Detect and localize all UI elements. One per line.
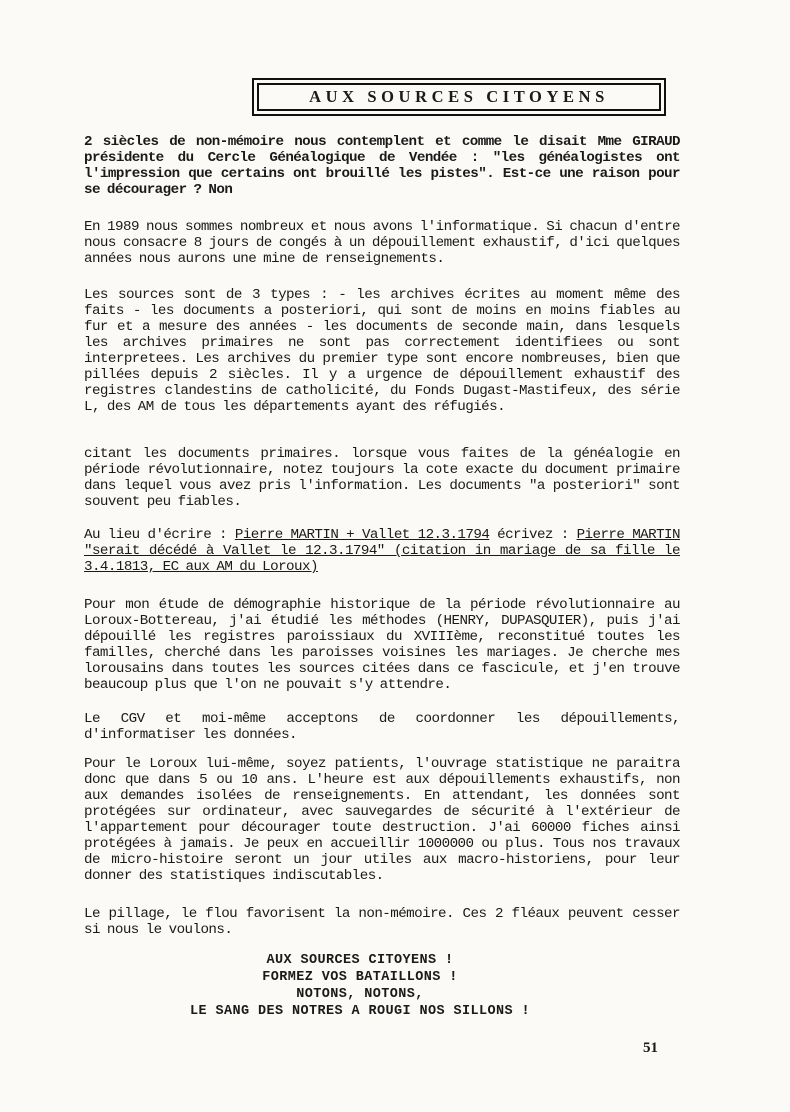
slogan-line: AUX SOURCES CITOYENS !	[266, 953, 454, 968]
slogan-line: LE SANG DES NOTRES A ROUGI NOS SILLONS !	[189, 1004, 531, 1019]
paragraph-intro: 2 siècles de non-mémoire nous contemplent et comme le disait Mme GIRAUD présidente du Cercle Généalogique de Vendée : "les généalogistes ont l'impression que certains ont brouillé les pistes". Est-ce une raison pour se décourager ? Non	[84, 134, 680, 198]
paragraph-pillage: Le pillage, le flou favorisent la non-mémoire. Ces 2 fléaux peuvent cesser si nous le voulons.	[84, 906, 680, 938]
example-wrong: Pierre MARTIN + Vallet 12.3.1794	[234, 527, 490, 543]
title-frame	[252, 78, 666, 116]
paragraph-informatique: En 1989 nous sommes nombreux et nous avons l'informatique. Si chacun d'entre nous consacre 8 jours de congés à un dépouillement exhaustif, d'ici quelques années nous aurons une mine de renseignements.	[84, 219, 680, 267]
example-lead: Au lieu d'écrire :	[84, 527, 235, 543]
example-right: Pierre MARTIN "serait décédé à Vallet le 12.3.1794" (citation in mariage de sa fille le 3.4.1813, EC aux AM du Loroux)	[84, 527, 680, 575]
slogan-block	[100, 952, 620, 1020]
example-mid: écrivez :	[489, 527, 577, 543]
page-number: 51	[643, 1040, 658, 1056]
slogan-line: FORMEZ VOS BATAILLONS !	[262, 970, 458, 985]
page-title: AUX SOURCES CITOYENS	[257, 83, 661, 111]
paragraph-sources-types: Les sources sont de 3 types : - les archives écrites au moment même des faits - les documents a posteriori, qui sont de moins en moins fiables au fur et a mesure des années - les documents de seconde main, dans lesquels les archives primaires ne sont pas correctement identifiees ou sont interpretees. Les archives du premier type sont encore nombreuses, bien que pillées depuis 2 siècles. Il y a urgence de dépouillement exhaustif des registres clandestins de catholicité, du Fonds Dugast-Mastifeux, des série L, des AM de tous les départements ayant des réfugiés.	[84, 287, 680, 415]
paragraph-example	[84, 527, 680, 575]
paragraph-loroux: Pour le Loroux lui-même, soyez patients, l'ouvrage statistique ne paraitra donc que dans 5 ou 10 ans. L'heure est aux dépouillements exhaustifs, non aux demandes isolées de renseignements. En attendant, les données sont protégées sur ordinateur, avec sauvegardes de sécurité à l'extérieur de l'appartement pour décourager toute destruction. J'ai 60000 fiches ainsi protégées à jamais. Je peux en accueillir 1000000 ou plus. Tous nos travaux de micro-histoire seront un jour utiles aux macro-historiens, pour leur donner des statistiques indiscutables.	[84, 756, 680, 884]
paragraph-cgv: Le CGV et moi-même acceptons de coordonner les dépouillements, d'informatiser les données.	[84, 711, 680, 743]
paragraph-citation-advice: citant les documents primaires. lorsque vous faites de la généalogie en période révolutionnaire, notez toujours la cote exacte du document primaire dans lequel vous avez pris l'information. Les documents "a posteriori" sont souvent peu fiables.	[84, 446, 680, 510]
slogan-line: NOTONS, NOTONS,	[296, 987, 424, 1002]
paragraph-study: Pour mon étude de démographie historique de la période révolutionnaire au Loroux-Bottereau, j'ai étudié les méthodes (HENRY, DUPASQUIER), puis j'ai dépouillé les registres paroissiaux du XVIIIème, reconstitué toutes les familles, cherché dans les paroisses voisines les mariages. Je cherche mes lorousains dans toutes les sources citées dans ce fascicule, et j'en trouve beaucoup plus que l'on ne pouvait s'y attendre.	[84, 597, 680, 693]
